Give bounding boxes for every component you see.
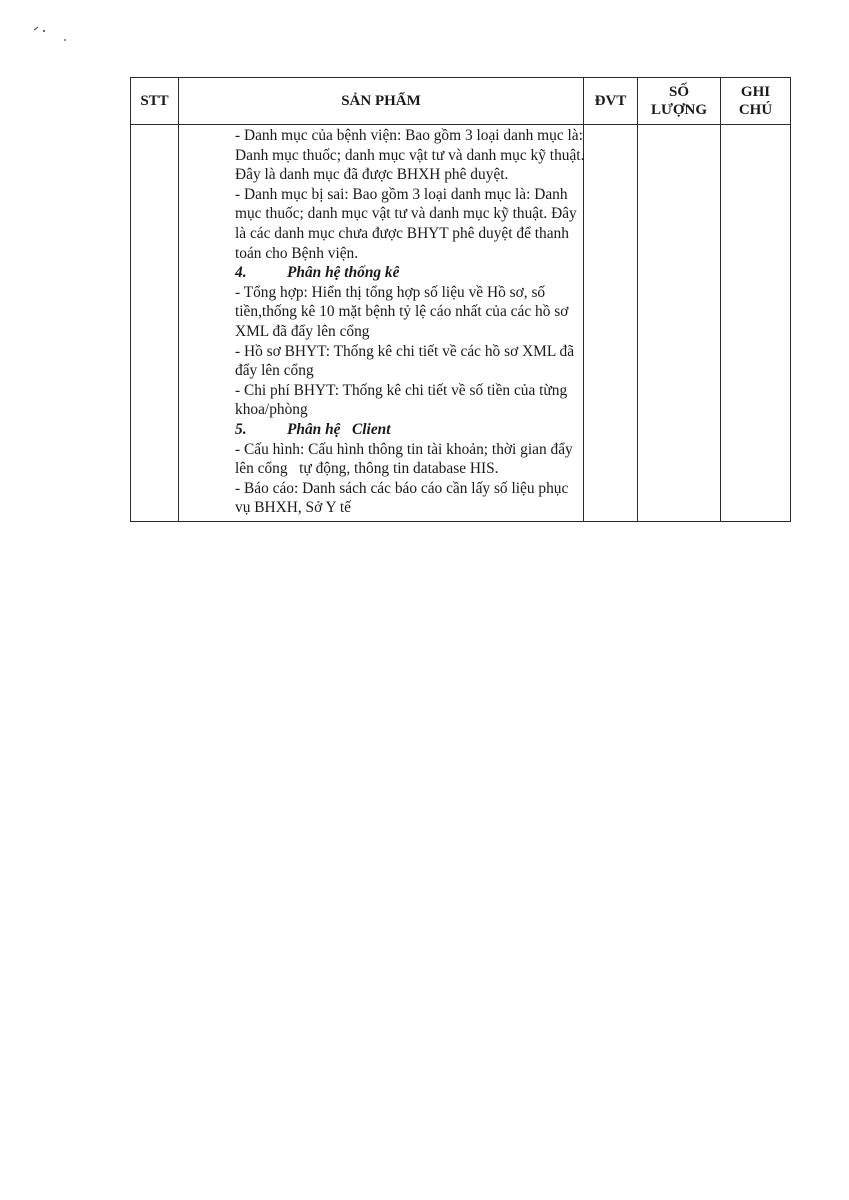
product-line: - Danh mục bị sai: Bao gồm 3 loại danh mục là: Danh <box>235 185 568 203</box>
cell-note <box>721 125 791 522</box>
section-4-line: khoa/phòng <box>235 401 308 419</box>
table-row <box>131 125 791 522</box>
section-4-title: Phân hệ thống kê <box>287 264 400 282</box>
cell-quantity <box>638 125 721 522</box>
section-5-line: lên cổng tự động, thông tin database HIS. <box>235 460 499 478</box>
table-header-row <box>131 78 791 125</box>
header-note <box>721 78 791 125</box>
cell-stt <box>131 125 179 522</box>
header-unit: ĐVT <box>584 78 638 125</box>
product-line: mục thuốc; danh mục vật tư và danh mục kỹ thuật. Đây <box>235 205 577 223</box>
product-line: Danh mục thuốc; danh mục vật tư và danh mục kỹ thuật. <box>235 146 585 164</box>
product-table <box>130 77 791 522</box>
section-4-line: XML đã đẩy lên cổng <box>235 322 370 340</box>
section-4-line: tiền,thống kê 10 mặt bệnh tỷ lệ cáo nhất của các hồ sơ <box>235 303 569 321</box>
section-4-line: đẩy lên cổng <box>235 362 314 380</box>
header-note-line1: GHI <box>740 84 771 100</box>
section-5-line: - Cấu hình: Cấu hình thông tin tài khoản; thời gian đẩy <box>235 440 573 458</box>
section-5-line: vụ BHXH, Sở Y tế <box>235 499 352 517</box>
header-quantity-line1: SỐ <box>668 84 689 100</box>
header-note-line2: CHÚ <box>738 102 773 118</box>
cell-unit <box>584 125 638 522</box>
section-4-line: - Tổng hợp: Hiển thị tổng hợp số liệu về Hồ sơ, số <box>235 283 546 301</box>
header-stt: STT <box>131 78 179 125</box>
cell-product <box>179 125 584 522</box>
section-4-line: - Chi phí BHYT: Thống kê chi tiết về số tiền của từng <box>235 381 568 399</box>
section-5-heading <box>235 420 578 440</box>
section-5-title: Phân hệ Client <box>287 420 391 438</box>
product-line: - Danh mục của bệnh viện: Bao gồm 3 loại danh mục là: <box>235 127 583 144</box>
scan-specks <box>28 12 78 52</box>
header-quantity-line2: LƯỢNG <box>650 102 708 118</box>
header-quantity <box>638 78 721 125</box>
section-5-line: - Báo cáo: Danh sách các báo cáo cần lấy số liệu phục <box>235 479 569 497</box>
product-line: Đây là danh mục đã được BHXH phê duyệt. <box>235 166 509 184</box>
section-5-number: 5. <box>235 420 247 438</box>
section-4-line: - Hồ sơ BHYT: Thống kê chi tiết về các hồ sơ XML đã <box>235 342 575 360</box>
header-product: SẢN PHẨM <box>179 78 584 125</box>
product-line: là các danh mục chưa được BHYT phê duyệt để thanh <box>235 224 569 242</box>
product-line: toán cho Bệnh viện. <box>235 244 359 262</box>
section-4-number: 4. <box>235 264 247 282</box>
section-4-heading <box>235 263 578 283</box>
